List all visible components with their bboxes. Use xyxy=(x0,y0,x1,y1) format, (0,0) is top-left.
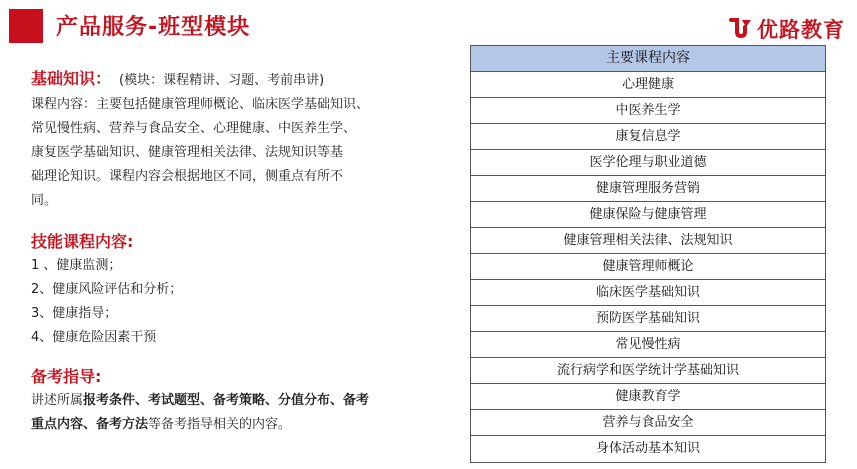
basic-line: 课程内容：主要包括健康管理师概论、临床医学基础知识、 xyxy=(31,97,370,112)
skills-section xyxy=(31,229,391,350)
exam-line-2 xyxy=(31,413,391,437)
exam-bold-text: 报考条件、考试题型、备考策略、分值分布、备考 xyxy=(83,393,370,408)
table-row: 营养与食品安全 xyxy=(471,410,825,436)
basic-section xyxy=(31,66,391,213)
basic-line: 常见慢性病、营养与食品安全、心理健康、中医养生学、 xyxy=(31,121,357,136)
table-row: 健康管理师概论 xyxy=(471,254,825,280)
basic-line: 础理论知识。课程内容会根据地区不同，侧重点有所不 xyxy=(31,169,344,184)
skills-item: 3、健康指导； xyxy=(31,306,118,321)
exam-bold-text: 重点内容、备考方法 xyxy=(31,417,149,432)
table-row: 健康保险与健康管理 xyxy=(471,202,825,228)
skills-item: 2、健康风险评估和分析； xyxy=(31,282,183,297)
exam-line-1 xyxy=(31,389,391,413)
table-row: 流行病学和医学统计学基础知识 xyxy=(471,358,825,384)
table-row: 预防医学基础知识 xyxy=(471,306,825,332)
table-row: 健康教育学 xyxy=(471,384,825,410)
table-row: 身体活动基本知识 xyxy=(595,441,700,456)
basic-line: 同。 xyxy=(31,193,58,208)
table-row: 心理健康 xyxy=(471,72,825,98)
page-title: 产品服务-班型模块 xyxy=(56,15,251,40)
table-row: 临床医学基础知识 xyxy=(471,280,825,306)
left-content xyxy=(31,66,391,437)
brand-logo-text: 优路教育 xyxy=(757,18,845,42)
exam-text: 等备考指导相关的内容。 xyxy=(148,417,292,432)
table-row: 常见慢性病 xyxy=(471,332,825,358)
basic-note: (模块：课程精讲、习题、考前串讲) xyxy=(119,73,325,88)
skills-item: 4、健康危险因素干预 xyxy=(31,330,157,345)
exam-heading: 备考指导: xyxy=(31,367,102,386)
basic-heading-row xyxy=(31,66,391,89)
skills-item: 1 、健康监测； xyxy=(31,258,122,273)
table-row: 医学伦理与职业道德 xyxy=(471,150,825,176)
exam-section xyxy=(31,364,391,437)
table-row: 康复信息学 xyxy=(471,124,825,150)
basic-line: 康复医学基础知识、健康管理相关法律、法规知识等基 xyxy=(31,145,344,160)
course-table-header: 主要课程内容 xyxy=(471,46,825,72)
brand-logo xyxy=(728,14,845,44)
table-row: 中医养生学 xyxy=(471,98,825,124)
table-row: 健康管理相关法律、法规知识 xyxy=(471,228,825,254)
course-table xyxy=(470,45,826,463)
brand-logo-icon xyxy=(728,16,754,42)
basic-heading: 基础知识： xyxy=(31,69,112,88)
title-accent-block xyxy=(9,9,43,43)
table-row: 健康管理服务营销 xyxy=(471,176,825,202)
exam-text: 讲述所属 xyxy=(31,393,84,408)
skills-heading: 技能课程内容: xyxy=(31,232,134,251)
